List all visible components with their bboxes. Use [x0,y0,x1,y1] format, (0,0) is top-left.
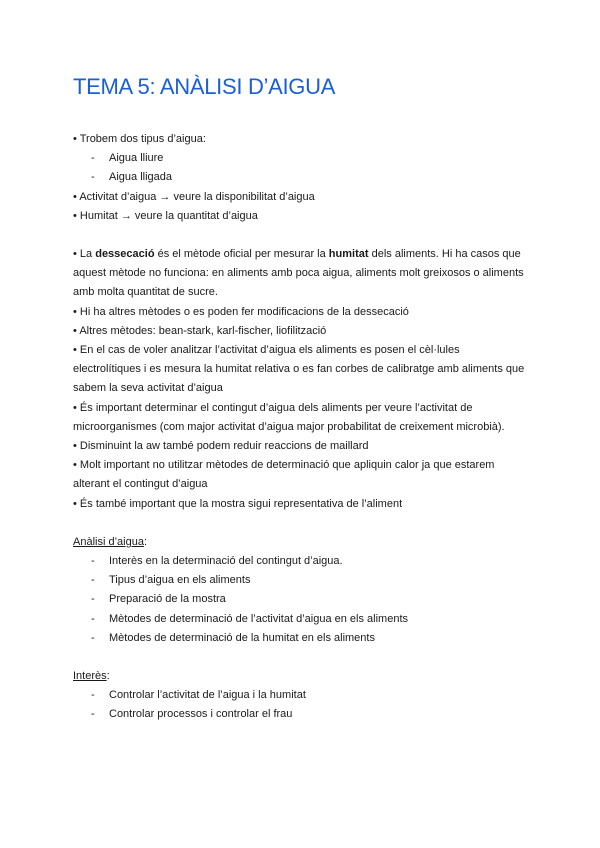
bullet-line [73,207,543,226]
heading-colon: : [143,535,147,548]
bullet-mark: • [73,401,77,414]
sub-item [73,552,543,571]
bullet-line [73,495,543,514]
page-title: TEMA 5: ANÀLISI D’AIGUA [73,74,336,99]
paragraph-line: aquest mètode no funciona: en aliments amb poca aigua, aliments molt greixosos o aliments [73,267,524,280]
dash-mark: - [91,612,95,625]
paragraph-line: sabem la seva activitat d’aigua [73,382,223,395]
section-heading-interes [73,667,543,686]
text-run: La [79,248,96,261]
paragraph-line: alterant el contingut d’aigua [73,478,208,491]
paragraph-line: microorganismes (com major activitat d’aigua major probabilitat de creixement microbià). [73,420,505,433]
bullet-mark: • [73,459,77,472]
spacer [73,226,543,245]
heading-colon: : [106,670,110,683]
bullet-line [73,303,543,322]
bullet-text: Humitat → veure la quantitat d’aigua [79,209,258,222]
sub-item-text: Aigua lliure [109,152,164,165]
bullet-line [73,188,543,207]
bullet-mark: • [73,133,77,145]
bullet-mark: • [73,190,77,203]
bullet-text: Trobem dos tipus d’aigua: [79,133,206,145]
section-heading-analisi [73,533,543,552]
dash-mark: - [91,708,95,721]
spacer [73,648,543,667]
bullet-text: Molt important no utilitzar mètodes de determinació que apliquin calor ja que estarem [79,459,495,472]
bullet-line [73,456,543,475]
bullet-line [73,341,543,360]
dash-mark: - [91,555,95,568]
sub-item [73,590,543,609]
section-heading-text: Interès [73,670,107,683]
dash-mark: - [91,574,95,587]
sub-item-text: Interès en la determinació del contingut d’aigua. [109,555,343,568]
bullet-mark: • [73,440,77,453]
sub-item [73,629,543,648]
bullet-text: En el cas de voler analitzar l’activitat d’aigua els aliments es posen el cèl·lules [79,344,460,357]
bullet-mark: • [73,497,77,510]
paragraph-line: electrolítiques i es mesura la humitat relativa o es fan corbes de calibratge amb aliments que [73,363,525,376]
bullet-line [73,437,543,456]
dash-mark: - [91,171,95,184]
bullet-text: És important determinar el contingut d’aigua dels aliments per veure l’activitat de [79,401,473,414]
bullet-line [73,245,543,264]
bullet-text: És també important que la mostra sigui representativa de l’aliment [79,497,403,510]
text-run: dels aliments. Hi ha casos que [368,248,521,261]
sub-item-text: Mètodes de determinació de l’activitat d’aigua en els aliments [109,612,408,625]
text-run: és el mètode oficial per mesurar la [154,248,329,261]
dash-mark: - [91,152,95,165]
dash-mark: - [91,593,95,606]
bullet-line [73,130,543,149]
sub-item-text: Controlar processos i controlar el frau [109,708,293,721]
sub-item [73,686,543,705]
bullet-text: Disminuint la aw també podem reduir reaccions de maillard [79,440,369,453]
bullet-mark: • [73,344,77,357]
bullet-mark: • [73,324,77,337]
spacer [73,514,543,533]
sub-item-text: Controlar l’activitat de l’aigua i la humitat [109,689,306,702]
sub-item [73,705,543,724]
bullet-mark: • [73,209,77,222]
section-heading-text: Anàlisi d’aigua [73,535,144,548]
bold-term: humitat [328,248,369,261]
bullet-mark: • [73,248,77,261]
sub-item [73,168,543,187]
bullet-text: Altres mètodes: bean-stark, karl-fischer, liofilització [79,324,327,337]
bullet-text: Hi ha altres mètodes o es poden fer modificacions de la dessecació [79,305,409,318]
sub-item [73,571,543,590]
bullet-mark: • [73,305,77,318]
paragraph-line: amb molta quantitat de sucre. [73,286,218,299]
sub-item-text: Tipus d’aigua en els aliments [109,574,251,587]
dash-mark: - [91,631,95,644]
sub-item-text: Mètodes de determinació de la humitat en els aliments [109,631,375,644]
bullet-line [73,399,543,418]
bullet-text: Activitat d’aigua → veure la disponibilitat d’aigua [79,190,315,203]
sub-item [73,610,543,629]
sub-item-text: Aigua lligada [109,171,172,184]
bold-term: dessecació [95,248,155,261]
dash-mark: - [91,689,95,702]
sub-item [73,149,543,168]
sub-item-text: Preparació de la mostra [109,593,226,606]
bullet-line [73,322,543,341]
document-body [73,130,543,725]
